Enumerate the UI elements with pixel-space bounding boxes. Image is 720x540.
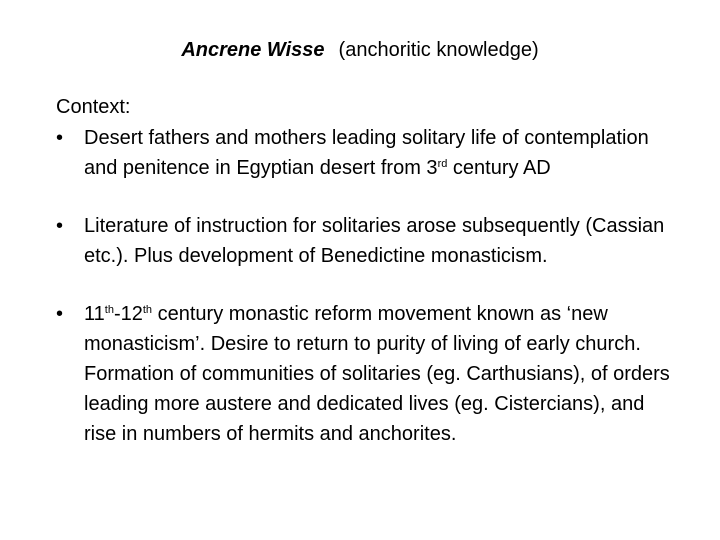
- ordinal-suffix: th: [142, 304, 153, 316]
- context-label: Context:: [56, 96, 131, 118]
- bullet-text: -12: [113, 303, 143, 325]
- title-work-name: Ancrene Wisse: [181, 39, 325, 61]
- bullet-text: century monastic reform movement known as ‘new monasticism’. Desire to return to purity of living of early church. Formation of communities of solitaries (eg. Carthusians), of orders leading more austere and dedicated lives (eg. Cistercians), and rise in numbers of hermits and anchorites.: [84, 303, 670, 445]
- ordinal-suffix: rd: [437, 158, 448, 170]
- title-subtitle: (anchoritic knowledge): [338, 39, 539, 61]
- bullet-item-literature: [56, 211, 676, 271]
- bullet-text: century AD: [447, 157, 551, 179]
- bullet-dot-icon: •: [56, 303, 64, 325]
- bullet-dot-icon: •: [56, 127, 64, 149]
- slide-title: [0, 36, 720, 64]
- bullet-list: [56, 123, 676, 449]
- ordinal-suffix: th: [104, 304, 114, 316]
- bullet-dot-icon: •: [56, 215, 64, 237]
- bullet-text: 11: [84, 303, 105, 325]
- bullet-text: Desert fathers and mothers leading solitary life of contemplation and penitence in Egyptian desert from 3: [84, 127, 649, 179]
- bullet-item-reform-movement: [56, 299, 676, 449]
- bullet-item-desert-fathers: [56, 123, 676, 183]
- bullet-text: Literature of instruction for solitaries arose subsequently (Cassian etc.). Plus development of Benedictine monasticism.: [84, 215, 665, 267]
